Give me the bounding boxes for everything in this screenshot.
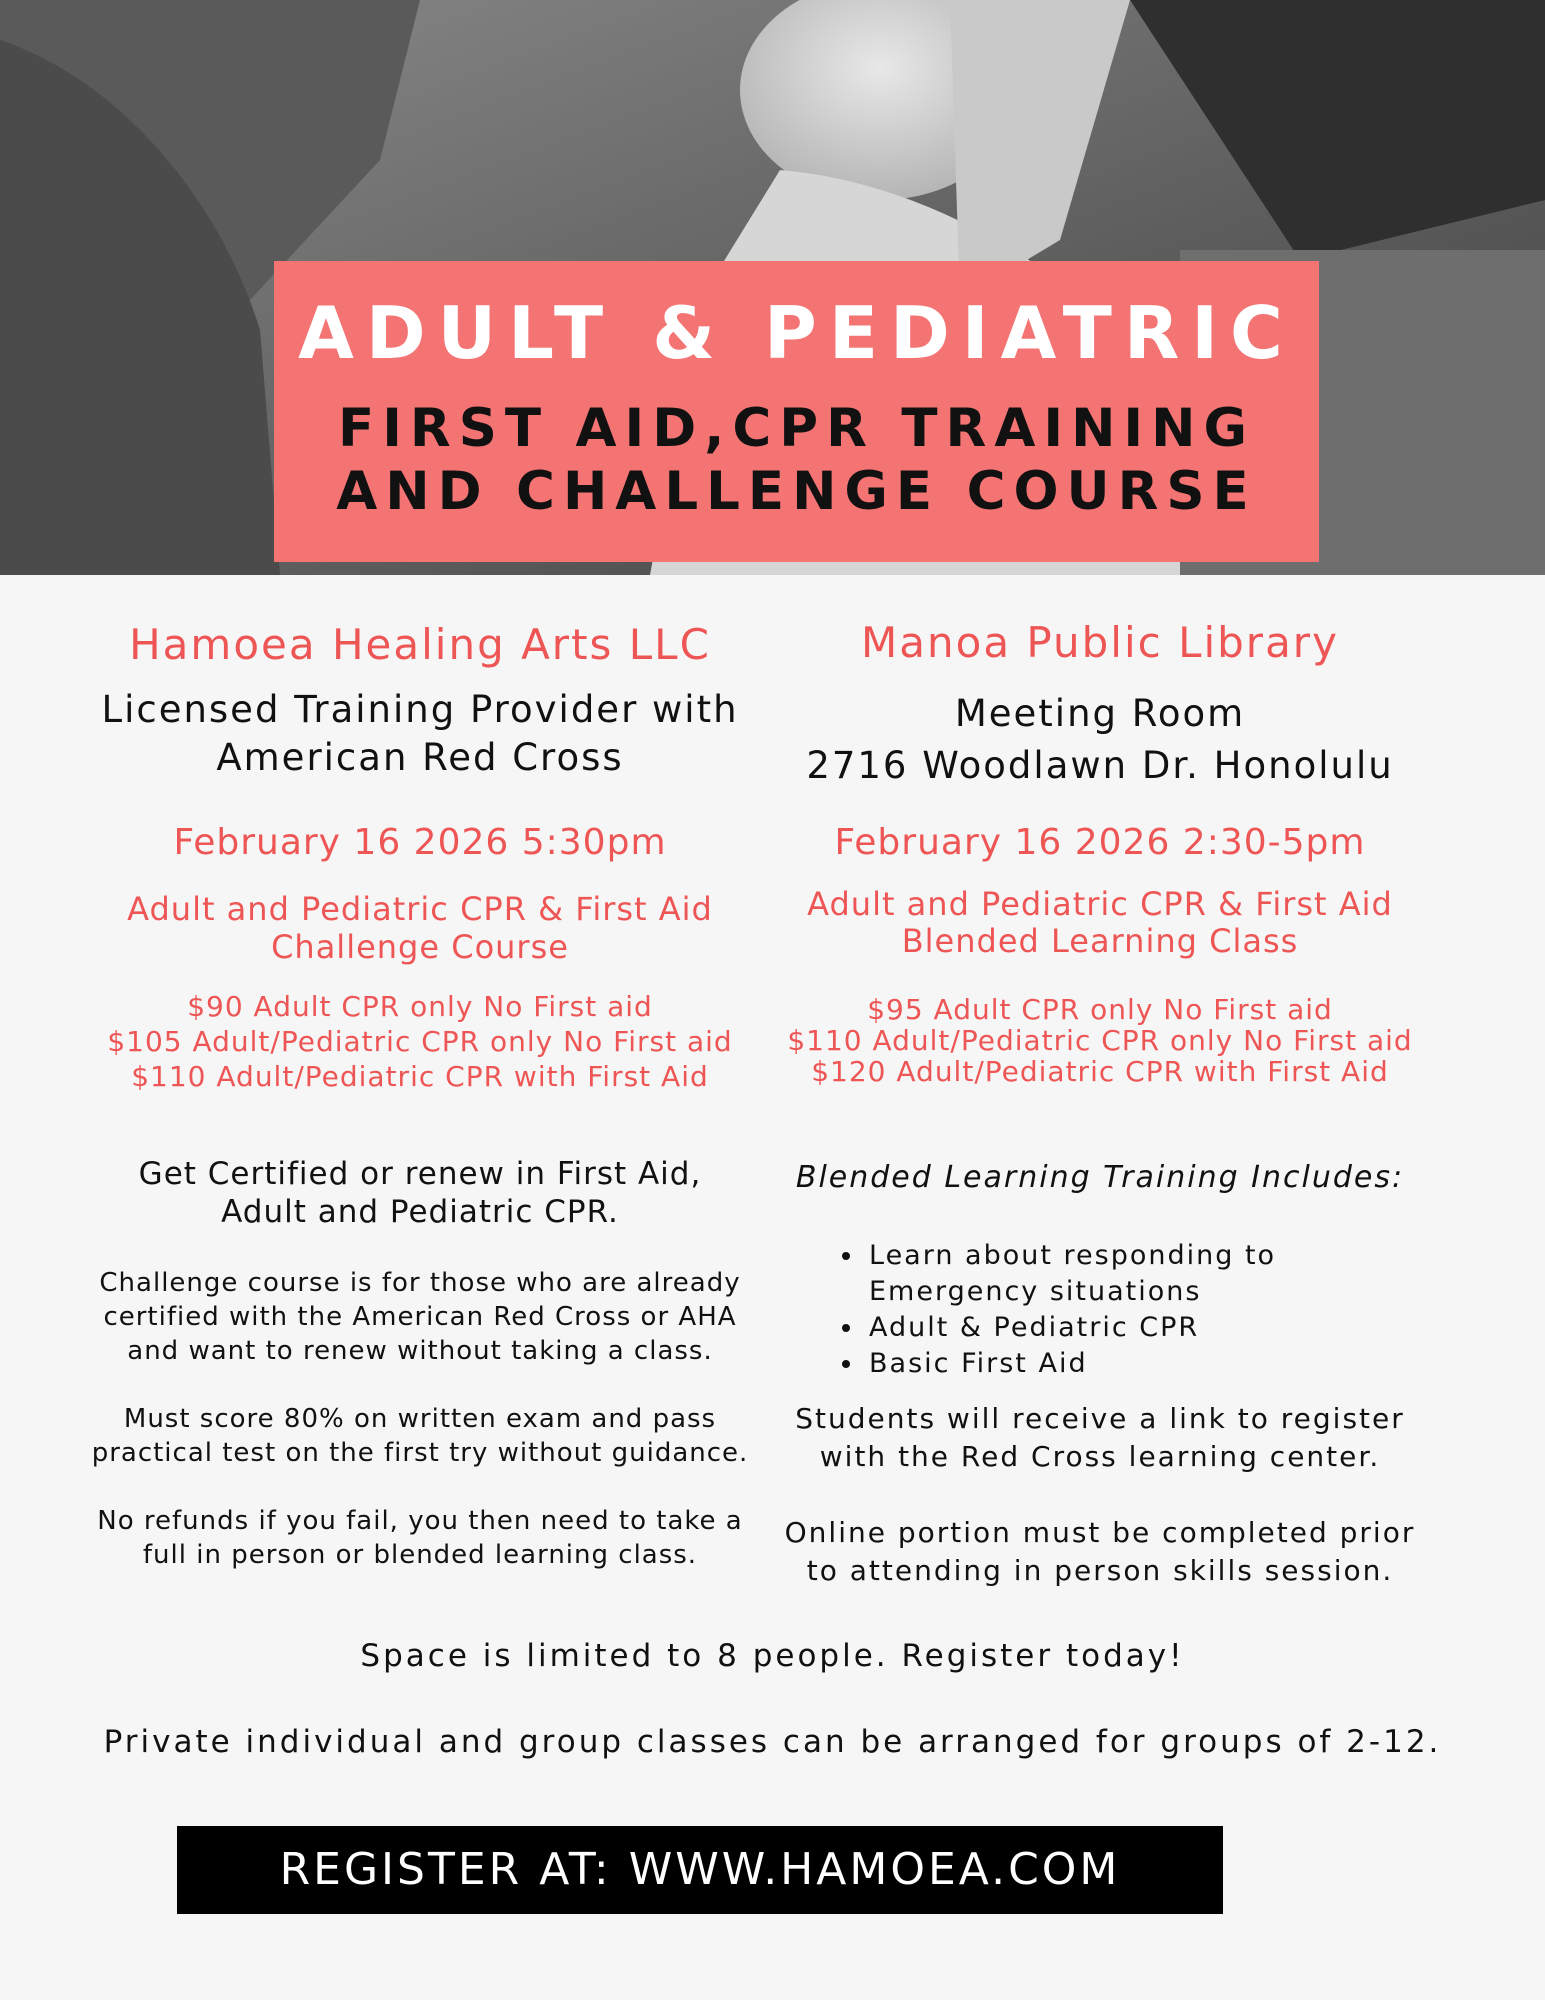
left-date: February 16 2026 5:30pm [173, 822, 667, 863]
left-org-name: Hamoea Healing Arts LLC [129, 620, 711, 669]
left-course-line1: Adult and Pediatric CPR & First Aid [127, 890, 713, 928]
right-venue-line2: 2716 Woodlawn Dr. Honolulu [806, 744, 1394, 787]
page-title: ADULT & PEDIATRIC [298, 291, 1295, 375]
left-para2-line1: Must score 80% on written exam and pass [123, 1404, 717, 1434]
includes-item: • Basic First Aid [865, 1346, 1425, 1382]
includes-item: • Learn about responding to Emergency situations [865, 1238, 1425, 1310]
hero-photo [0, 0, 1545, 575]
right-price-3: $120 Adult/Pediatric CPR with First Aid [811, 1055, 1389, 1088]
right-venue-line1: Meeting Room [954, 692, 1246, 735]
title-banner [274, 261, 1319, 562]
page-subtitle-line2: AND CHALLENGE COURSE [336, 461, 1257, 522]
right-org-name: Manoa Public Library [861, 618, 1339, 667]
page-subtitle-line1: FIRST AID,CPR TRAINING [337, 398, 1256, 459]
left-price-2: $105 Adult/Pediatric CPR only No First aid [107, 1025, 733, 1058]
right-price-1: $95 Adult CPR only No First aid [867, 993, 1333, 1026]
left-para1-line2: certified with the American Red Cross or AHA [103, 1302, 737, 1332]
right-course-line1: Adult and Pediatric CPR & First Aid [807, 885, 1393, 923]
right-para2-line1: Online portion must be completed prior [784, 1516, 1416, 1549]
register-banner[interactable]: REGISTER AT: WWW.HAMOEA.COM [177, 1826, 1223, 1914]
right-date: February 16 2026 2:30-5pm [834, 822, 1366, 863]
left-tagline-line1: Licensed Training Provider with [101, 688, 739, 731]
left-cert-line1: Get Certified or renew in First Aid, [138, 1156, 702, 1192]
left-price-1: $90 Adult CPR only No First aid [187, 990, 653, 1023]
right-course-line2: Blended Learning Class [901, 922, 1299, 960]
includes-item: • Adult & Pediatric CPR [865, 1310, 1425, 1346]
left-price-3: $110 Adult/Pediatric CPR with First Aid [131, 1060, 709, 1093]
private-classes-text: Private individual and group classes can be arranged for groups of 2-12. [103, 1724, 1442, 1760]
left-para3-line1: No refunds if you fail, you then need to take a [97, 1506, 743, 1536]
left-cert-line2: Adult and Pediatric CPR. [221, 1194, 619, 1230]
left-tagline-line2: American Red Cross [216, 736, 624, 779]
left-para3-line2: full in person or blended learning class. [142, 1540, 698, 1570]
left-para1-line1: Challenge course is for those who are already [99, 1268, 741, 1298]
includes-heading: Blended Learning Training Includes: [795, 1160, 1405, 1195]
right-para1-line2: with the Red Cross learning center. [819, 1440, 1381, 1473]
left-course-line2: Challenge Course [271, 928, 569, 966]
left-para2-line2: practical test on the first try without guidance. [91, 1438, 749, 1468]
right-para2-line2: to attending in person skills session. [806, 1554, 1394, 1587]
includes-list [825, 1238, 1425, 1382]
right-para1-line1: Students will receive a link to register [795, 1402, 1405, 1435]
right-price-2: $110 Adult/Pediatric CPR only No First aid [787, 1024, 1413, 1057]
space-limited-text: Space is limited to 8 people. Register today! [360, 1638, 1185, 1674]
left-para1-line3: and want to renew without taking a class. [127, 1336, 713, 1366]
